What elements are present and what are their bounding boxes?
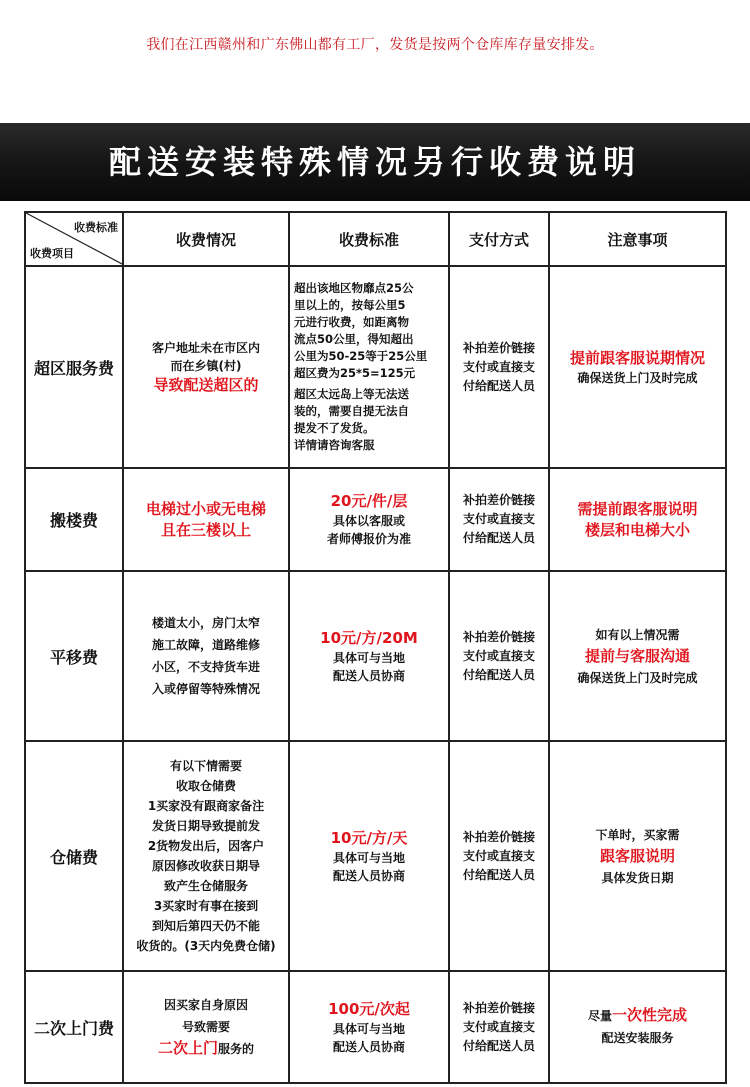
payment-line: 付给配送人员 — [462, 1038, 535, 1053]
standard-line: 配送人员协商 — [332, 868, 405, 883]
situation-highlight: 且在三楼以上 — [160, 520, 251, 539]
situation-cell — [123, 741, 289, 971]
note-line: 确保送货上门及时完成 — [577, 670, 698, 685]
header-payment: 支付方式 — [449, 212, 549, 266]
payment-line: 补拍差价链接 — [462, 340, 535, 355]
note-highlight: 楼层和电梯大小 — [584, 520, 690, 539]
diag-bottom-label: 收费项目 — [30, 247, 74, 260]
payment-line: 支付或直接支 — [462, 359, 535, 374]
standard-line: 配送人员协商 — [332, 668, 405, 683]
payment-cell — [449, 266, 549, 468]
notes-cell — [549, 971, 726, 1083]
payment-line: 付给配送人员 — [462, 667, 535, 682]
payment-line: 付给配送人员 — [462, 867, 535, 882]
standard-line: 公里为50-25等于25公里 — [294, 349, 428, 363]
price-highlight: 100元/次起 — [328, 999, 410, 1018]
note-highlight: 需提前跟客服说明 — [577, 499, 698, 518]
note-highlight: 提前跟客服说期情况 — [569, 348, 705, 367]
situation-line: 1买家没有跟商家备注 — [147, 799, 265, 813]
price-highlight: 10元/方/20M — [320, 628, 418, 647]
situation-line: 入或停留等特殊情况 — [151, 682, 260, 696]
notes-cell — [549, 266, 726, 468]
standard-cell — [289, 741, 449, 971]
table-row — [25, 571, 726, 741]
title-banner — [0, 123, 750, 201]
note-highlight: 提前与客服沟通 — [584, 646, 690, 665]
situation-line: 而在乡镇(村) — [170, 358, 242, 373]
situation-cell — [123, 971, 289, 1083]
standard-line: 超出该地区物靡点25公 — [294, 281, 414, 295]
situation-line: 小区，不支持货车进 — [151, 660, 260, 674]
standard-extra-line: 超区太远岛上等无法送 — [294, 387, 409, 401]
table-row — [25, 971, 726, 1083]
note-highlight: 跟客服说明 — [599, 846, 675, 865]
note-line — [550, 1005, 725, 1027]
table-row — [25, 266, 726, 468]
situation-line: 号致需要 — [181, 1020, 230, 1034]
diag-top-label: 收费标准 — [74, 221, 118, 234]
payment-line: 补拍差价链接 — [462, 629, 535, 644]
standard-extra-line: 装的，需要自提无法自 — [294, 404, 409, 418]
situation-tail: 服务的 — [218, 1042, 255, 1056]
situation-line: 致产生仓储服务 — [163, 879, 248, 893]
payment-line: 支付或直接支 — [462, 1019, 535, 1034]
fee-item: 二次上门费 — [25, 971, 123, 1083]
standard-extra-line: 提发不了发货。 — [294, 421, 375, 435]
situation-line: 楼道太小，房门太窄 — [151, 616, 260, 630]
table-row — [25, 468, 726, 571]
payment-cell — [449, 741, 549, 971]
note-line: 配送安装服务 — [601, 1031, 674, 1045]
payment-line: 付给配送人员 — [462, 531, 535, 545]
standard-line: 具体可与当地 — [332, 1021, 405, 1036]
table-row — [25, 741, 726, 971]
situation-line: 收货的。(3天内免费仓储) — [136, 939, 276, 953]
situation-line: 发货日期导致提前发 — [151, 819, 260, 833]
notes-cell — [549, 571, 726, 741]
situation-cell — [123, 571, 289, 741]
situation-line: 收取仓储费 — [175, 779, 236, 793]
standard-line: 具体可与当地 — [332, 850, 405, 865]
payment-line: 补拍差价链接 — [462, 1000, 535, 1015]
standard-line: 具体以客服或 — [332, 514, 405, 528]
standard-cell — [289, 971, 449, 1083]
situation-highlight: 二次上门 — [157, 1039, 218, 1057]
situation-line: 施工故障，道路维修 — [151, 638, 260, 652]
standard-line: 流点50公里，得知超出 — [294, 332, 414, 346]
fee-item: 搬楼费 — [25, 468, 123, 571]
standard-line: 元进行收费，如距离物 — [294, 315, 409, 329]
situation-line: 3买家时有事在接到 — [153, 899, 259, 913]
standard-line: 配送人员协商 — [332, 1039, 405, 1054]
situation-highlight: 电梯过小或无电梯 — [145, 499, 266, 518]
header-situation: 收费情况 — [123, 212, 289, 266]
standard-cell — [289, 468, 449, 571]
situation-highlight: 导致配送超区的 — [153, 375, 259, 394]
payment-line: 补拍差价链接 — [462, 829, 535, 844]
note-line: 具体发货日期 — [601, 870, 674, 885]
header-standard: 收费标准 — [289, 212, 449, 266]
standard-line: 里以上的，按每公里5 — [294, 298, 406, 312]
fee-table — [24, 211, 727, 1084]
fee-item: 超区服务费 — [25, 266, 123, 468]
note-line: 如有以上情况需 — [595, 627, 680, 642]
standard-extra-line: 详情请咨询客服 — [294, 438, 375, 452]
situation-cell — [123, 468, 289, 571]
situation-line — [124, 1038, 288, 1060]
situation-line: 有以下情需要 — [169, 759, 242, 773]
fee-item: 平移费 — [25, 571, 123, 741]
banner-title: 配送安装特殊情况另行收费说明 — [108, 143, 641, 181]
notes-cell — [549, 741, 726, 971]
standard-cell — [289, 571, 449, 741]
payment-cell — [449, 571, 549, 741]
header-notes: 注意事项 — [549, 212, 726, 266]
standard-line: 具体可与当地 — [332, 650, 405, 665]
payment-line: 付给配送人员 — [462, 378, 535, 393]
standard-line: 者师傅报价为准 — [326, 532, 411, 546]
fee-item: 仓储费 — [25, 741, 123, 971]
standard-line: 超区费为25*5=125元 — [294, 366, 416, 380]
factory-notice: 我们在江西赣州和广东佛山都有工厂，发货是按两个仓库库存量安排发。 — [146, 37, 604, 53]
note-line: 下单时，买家需 — [595, 827, 680, 842]
payment-cell — [449, 971, 549, 1083]
payment-line: 支付或直接支 — [462, 648, 535, 663]
note-prefix: 尽量 — [587, 1009, 612, 1023]
note-highlight: 一次性完成 — [612, 1006, 688, 1024]
note-line: 确保送货上门及时完成 — [577, 370, 698, 385]
situation-line: 客户地址未在市区内 — [151, 340, 260, 355]
situation-cell — [123, 266, 289, 468]
header-row — [25, 212, 726, 266]
payment-line: 补拍差价链接 — [462, 493, 535, 507]
situation-line: 因买家自身原因 — [163, 998, 248, 1012]
diagonal-header-cell — [25, 212, 123, 266]
price-highlight: 10元/方/天 — [330, 828, 408, 847]
payment-line: 支付或直接支 — [462, 512, 535, 526]
payment-line: 支付或直接支 — [462, 848, 535, 863]
price-highlight: 20元/件/层 — [330, 492, 408, 510]
payment-cell — [449, 468, 549, 571]
notes-cell — [549, 468, 726, 571]
situation-line: 2货物发出后，因客户 — [147, 839, 265, 853]
standard-cell — [289, 266, 449, 468]
situation-line: 原因修改收获日期导 — [151, 859, 260, 873]
situation-line: 到知后第四天仍不能 — [151, 919, 260, 933]
